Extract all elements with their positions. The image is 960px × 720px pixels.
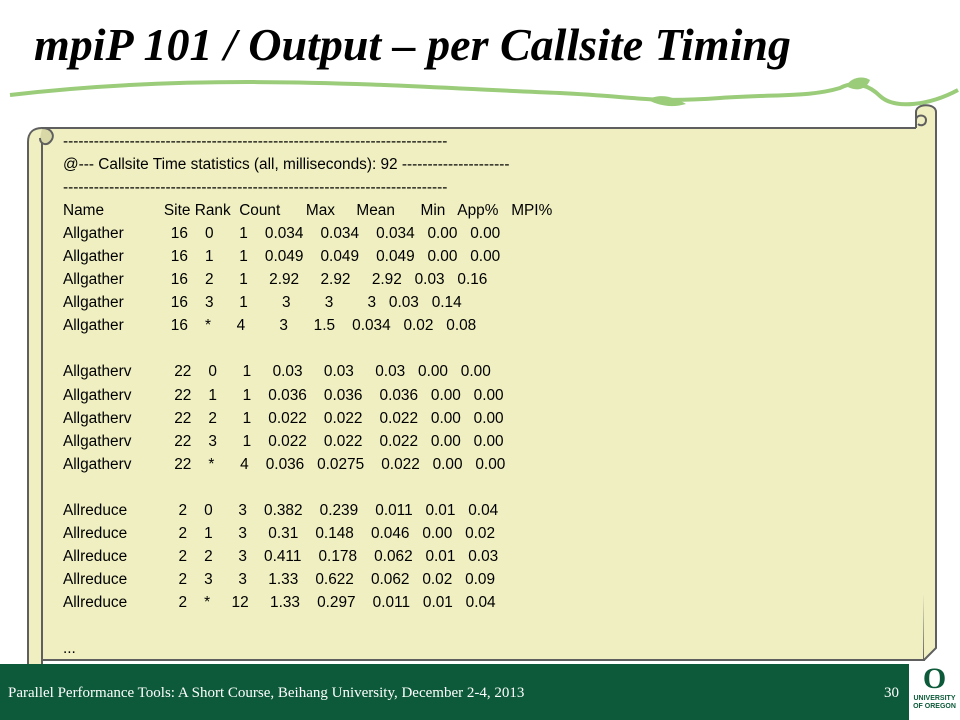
- output-line: [63, 337, 552, 360]
- output-line: Allreduce 2 * 12 1.33 0.297 0.011 0.01 0.04: [63, 593, 496, 611]
- leaf-decoration: [648, 96, 686, 106]
- output-line: Allgatherv 22 0 1 0.03 0.03 0.03 0.00 0.00: [63, 363, 491, 381]
- footer-text: Parallel Performance Tools: A Short Course, Beihang University, December 2-4, 2013: [8, 685, 525, 701]
- logo-line-2: OF OREGON: [913, 703, 956, 710]
- output-line: ...: [63, 640, 76, 658]
- output-line: Allreduce 2 1 3 0.31 0.148 0.046 0.00 0.02: [63, 524, 496, 542]
- output-line: Allgather 16 0 1 0.034 0.034 0.034 0.00 0.00: [63, 225, 501, 243]
- vine-underline: [10, 82, 958, 104]
- output-line: ---------------------------------------------------------------------------: [63, 179, 448, 197]
- output-line: Allreduce 2 3 3 1.33 0.622 0.062 0.02 0.09: [63, 570, 496, 588]
- output-line: Allgather 16 2 1 2.92 2.92 2.92 0.03 0.16: [63, 271, 488, 289]
- logo-line-1: UNIVERSITY: [913, 695, 956, 702]
- output-line: [63, 476, 552, 499]
- output-line: Allgatherv 22 2 1 0.022 0.022 0.022 0.00 0.00: [63, 409, 504, 427]
- output-line: [63, 614, 552, 637]
- output-line: ---------------------------------------------------------------------------: [63, 133, 448, 150]
- output-line: Allgather 16 3 1 3 3 3 0.03 0.14: [63, 294, 462, 312]
- logo-mark: O: [922, 662, 947, 695]
- output-line: Allgather 16 * 4 3 1.5 0.034 0.02 0.08: [63, 317, 477, 335]
- output-line: Allreduce 2 0 3 0.382 0.239 0.011 0.01 0.04: [63, 501, 499, 519]
- output-line: Name Site Rank Count Max Mean Min App% MPI%: [63, 202, 553, 220]
- callsite-output: [63, 130, 552, 660]
- output-line: Allgatherv 22 * 4 0.036 0.0275 0.022 0.00 0.00: [63, 455, 506, 473]
- slide-title: mpiP 101 / Output – per Callsite Timing: [34, 19, 791, 70]
- output-line: Allgatherv 22 3 1 0.022 0.022 0.022 0.00 0.00: [63, 432, 504, 450]
- page-number: 30: [884, 685, 899, 701]
- output-line: Allgather 16 1 1 0.049 0.049 0.049 0.00 0.00: [63, 248, 501, 266]
- university-logo: [909, 664, 960, 720]
- output-line: Allgatherv 22 1 1 0.036 0.036 0.036 0.00 0.00: [63, 386, 504, 404]
- logo-text: [909, 695, 960, 711]
- output-line: @--- Callsite Time statistics (all, milliseconds): 92 ---------------------: [63, 156, 510, 174]
- output-line: Allreduce 2 2 3 0.411 0.178 0.062 0.01 0.03: [63, 547, 499, 565]
